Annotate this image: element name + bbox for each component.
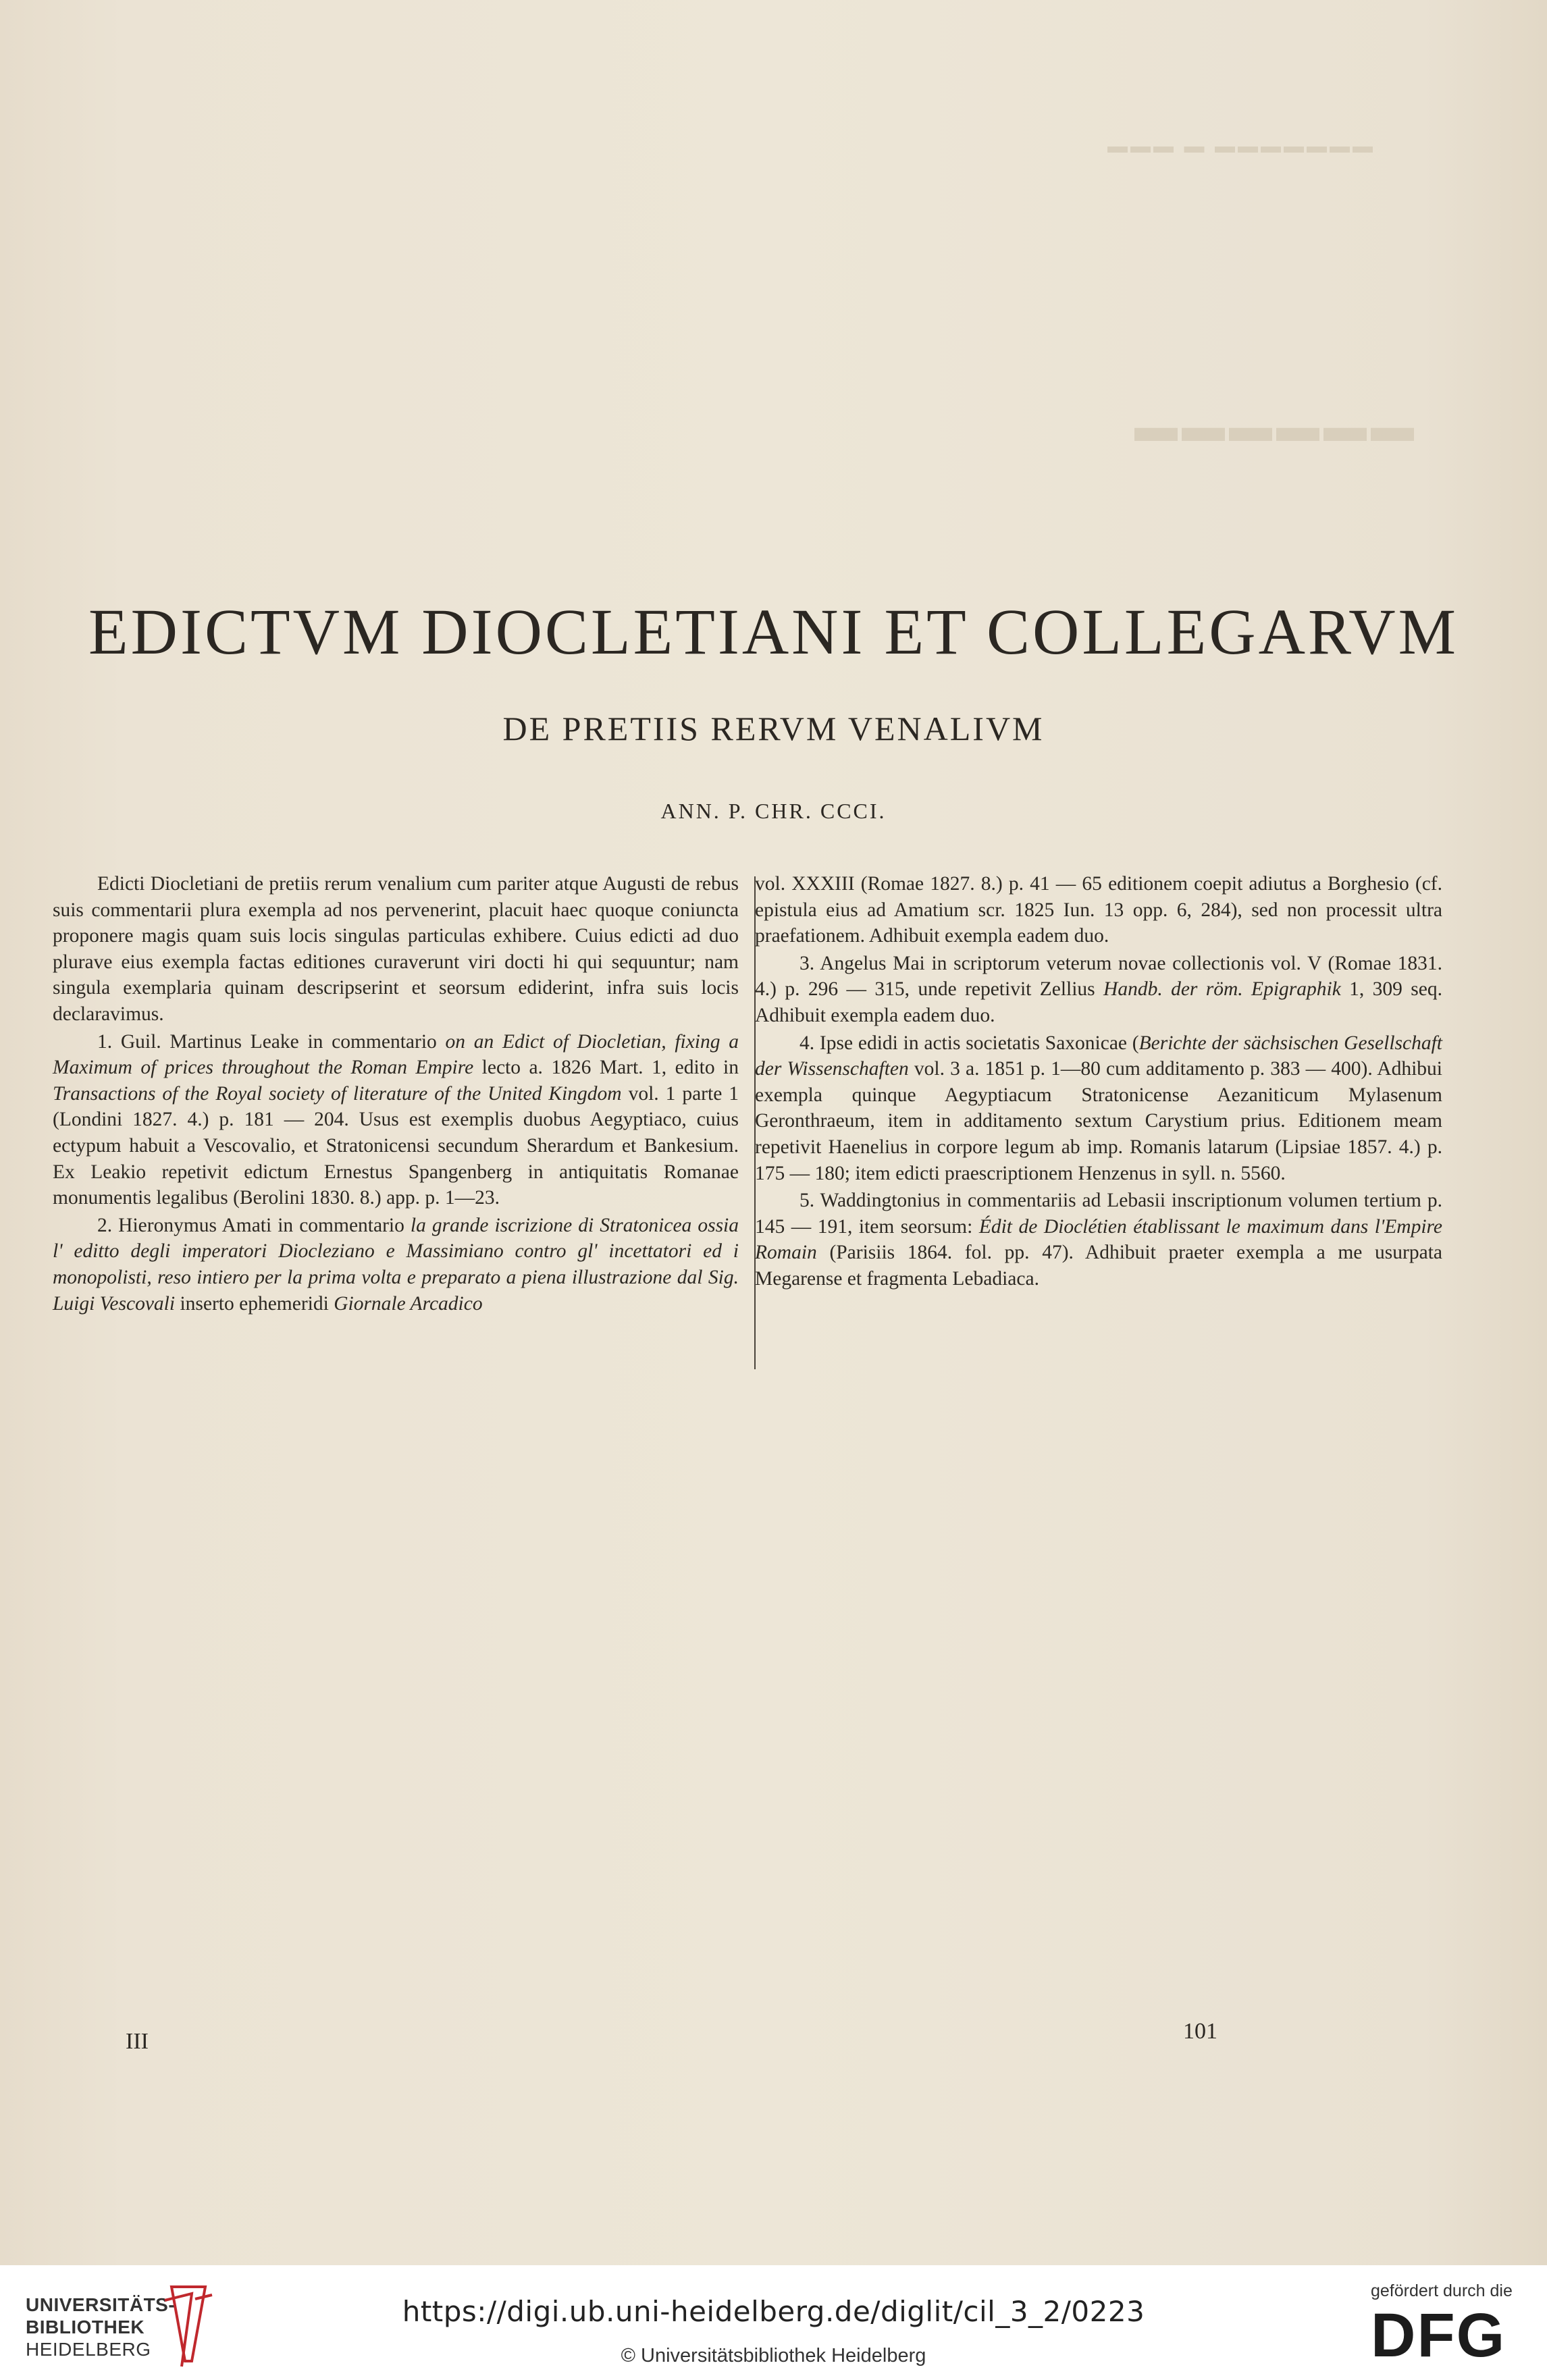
paragraph-intro: Edicti Diocletiani de pretiis rerum venalium cum pariter atque Augusti de rebus suis commentarii plura exempla ad nos pervenerint, placuit haec quoque coniuncta proponere magis quam suis locis singulas particulas exhibere. Cuius edicti ad duo plurave eius exempla factas editiones curaverunt viri docti hi qui sequuntur; nam singula exemplaria quinam descripserint et seorsum ediderint, infra suis locis declaravimus. — [53, 873, 739, 1025]
left-column — [53, 871, 739, 1317]
paragraph-amati-continued: vol. XXXIII (Romae 1827. 8.) p. 41 — 65 editionem coepit adiutus a Borghesio (cf. epistula eius ad Amatium scr. 1825 Iun. 13 opp. 6, 284), sed non processit ultra praefationem. Adhibuit exempla eadem duo. — [755, 873, 1442, 947]
permalink-url[interactable]: https://digi.ub.uni-heidelberg.de/diglit/cil_3_2/0223 — [402, 2295, 1145, 2328]
bleed-through-text: ▬▬▬ ▬ ▬▬▬▬▬▬▬ — [1107, 135, 1375, 157]
copyright-notice: © Universitätsbibliothek Heidelberg — [621, 2345, 926, 2366]
date-line: ANN. P. CHR. CCCI. — [660, 799, 887, 823]
funding-caption: gefördert durch die — [1371, 2281, 1513, 2300]
dfg-logo[interactable]: DFG — [1371, 2301, 1506, 2370]
viewer-footer — [0, 2265, 1547, 2380]
paragraph-amati: 2. Hieronymus Amati in commentario la grande iscrizione di Stratonicea ossia l' editto degli imperatori Diocleziano e Massimiano contro gl' incettatori ed i monopolisti, reso intiero per la prima volta e preparato a piena illustrazione dal Sig. Luigi Vescovali inserto ephemeridi Giornale Arcadico — [53, 1214, 739, 1315]
university-library-logo[interactable]: UNIVERSITÄTS- BIBLIOTHEK HEIDELBERG — [26, 2294, 176, 2360]
paragraph-waddington: 5. Waddingtonius in commentariis ad Lebasii inscriptionum volumen tertium p. 145 — 191, item seorsum: Édit de Dioclétien établissant le maximum dans l'Empire Romain (Parisiis 1864. fol. pp. 47). Adhibuit praeter exempla a me usurpata Megarense et fragmenta Lebadiaca. — [755, 1190, 1443, 1290]
paragraph-mai: 3. Angelus Mai in scriptorum veterum novae collectionis vol. V (Romae 1831. 4.) p. 296 — 315, unde repetivit Zellius Handb. der röm. Epigraphik 1, 309 seq. Adhibuit exempla eadem duo. — [755, 952, 1442, 1026]
paragraph-leake: 1. Guil. Martinus Leake in commentario on an Edict of Diocletian, fixing a Maximum of prices throughout the Roman Empire lecto a. 1826 Mart. 1, edito in Transactions of the Royal society of literature of the United Kingdom vol. 1 parte 1 (Londini 1827. 4.) p. 181 — 204. Usus est exemplis duobus Aegyptiaco, cuius ectypum habuit a Vescovalio, et Stratonicensi secundum Sherardum et Bankesium. Ex Leakio repetivit edictum Ernestus Spangenberg in antiquitatis Romanae monumentis legalibus (Berolini 1830. 8.) app. p. 1—23. — [53, 1030, 739, 1209]
signature-mark: III — [126, 2029, 149, 2054]
right-column — [755, 871, 1442, 1292]
page-subtitle: DE PRETIIS RERVM VENALIVM — [502, 710, 1045, 747]
page-number: 101 — [1183, 2019, 1217, 2044]
paragraph-mommsen: 4. Ipse edidi in actis societatis Saxonicae (Berichte der sächsischen Gesellschaft der Wissenschaften vol. 3 a. 1851 p. 1—80 cum additamento p. 383 — 400). Adhibui exempla quinque Aegyptiacum Stratonicense Aezaniticum Mylasenum Geronthraeum, item in additamento sextum Carystium prius. Editionem meam repetivit Haenelius in corpore legum ab imp. Romanis latarum (Lipsiae 1857. 4.) p. 175 — 180; item edicti praescriptionem Henzenus in syll. n. 5560. — [755, 1032, 1442, 1184]
page-title: EDICTVM DIOCLETIANI ET COLLEGARVM — [88, 596, 1459, 668]
bleed-through-text: ▬▬▬▬▬▬ — [1134, 402, 1418, 450]
